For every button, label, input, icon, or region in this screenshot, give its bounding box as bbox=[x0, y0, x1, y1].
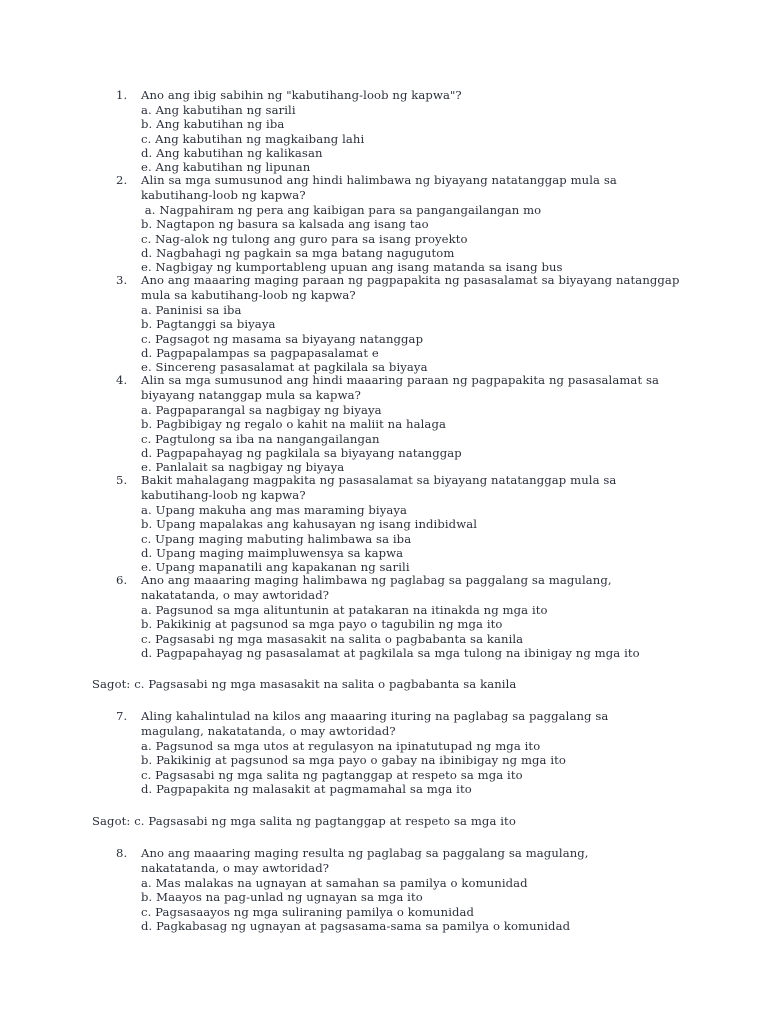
question-number: 6. bbox=[116, 573, 128, 587]
question-text: Ano ang maaaring maging resulta ng paglabag sa paggalang sa magulang, nakatatanda, o may awtoridad? bbox=[141, 846, 589, 875]
option-d: d. Upang maging maimpluwensya sa kapwa bbox=[141, 545, 404, 560]
option-a: a. Ang kabutihan ng sarili bbox=[141, 103, 296, 117]
option-c: c. Pagsagot ng masama sa biyayang natanggap bbox=[141, 331, 424, 346]
question-number: 7. bbox=[116, 709, 128, 723]
question-3 bbox=[0, 273, 768, 374]
option-e: e. Sincereng pasasalamat at pagkilala sa biyaya bbox=[141, 360, 428, 375]
question-8 bbox=[0, 846, 768, 933]
question-5 bbox=[0, 473, 768, 574]
question-text: Aling kahalintulad na kilos ang maaaring ituring na paglabag sa paggalang sa magulang, nakatatanda, o may awtoridad? bbox=[141, 709, 609, 738]
option-b: b. Pagtanggi sa biyaya bbox=[141, 317, 276, 332]
option-e: e. Upang mapanatili ang kapakanan ng sarili bbox=[141, 560, 410, 575]
option-b: b. Pakikinig at pagsunod sa mga payo o tagubilin ng mga ito bbox=[141, 617, 503, 632]
question-number: 2. bbox=[116, 173, 128, 187]
option-b: b. Pagbibigay ng regalo o kahit na maliit na halaga bbox=[141, 417, 446, 432]
option-d: d. Pagkabasag ng ugnayan at pagsasama-sama sa pamilya o komunidad bbox=[141, 918, 571, 933]
question-number: 3. bbox=[116, 273, 128, 287]
option-b: b. Pakikinig at pagsunod sa mga payo o gabay na ibinibigay ng mga ito bbox=[141, 753, 566, 768]
option-a: a. Paninisi sa iba bbox=[141, 303, 242, 317]
option-c: c. Pagsasabi ng mga masasakit na salita o pagbabanta sa kanila bbox=[141, 631, 524, 646]
options-list bbox=[141, 203, 681, 274]
option-a: a. Mas malakas na ugnayan at samahan sa pamilya o komunidad bbox=[141, 876, 528, 890]
option-d: d. Nagbahagi ng pagkain sa mga batang nagugutom bbox=[141, 245, 455, 260]
option-d: d. Pagpapahayag ng pagkilala sa biyayang natanggap bbox=[141, 445, 462, 460]
option-c: c. Upang maging mabuting halimbawa sa iba bbox=[141, 531, 412, 546]
option-d: d. Pagpapakita ng malasakit at pagmamahal sa mga ito bbox=[141, 781, 472, 796]
question-text: Alin sa mga sumusunod ang hindi maaaring paraan ng pagpapakita ng pasasalamat sa biyayang natanggap mula sa kapwa? bbox=[141, 373, 660, 402]
option-a: a. Pagsunod sa mga utos at regulasyon na ipinatutupad ng mga ito bbox=[141, 739, 541, 753]
question-4 bbox=[0, 373, 768, 474]
question-2 bbox=[0, 173, 768, 274]
question-number: 5. bbox=[116, 473, 128, 487]
option-c: c. Pagtulong sa iba na nangangailangan bbox=[141, 431, 380, 446]
options-list bbox=[141, 403, 681, 474]
question-text: Alin sa mga sumusunod ang hindi halimbawa ng biyayang natatanggap mula sa kabutihang-loob ng kapwa? bbox=[141, 173, 617, 202]
option-a: a. Nagpahiram ng pera ang kaibigan para sa pangangailangan mo bbox=[141, 203, 542, 217]
question-number: 4. bbox=[116, 373, 128, 387]
option-c: c. Pagsasaayos ng mga suliraning pamilya o komunidad bbox=[141, 904, 475, 919]
question-number: 8. bbox=[116, 846, 128, 860]
option-e: e. Ang kabutihan ng lipunan bbox=[141, 160, 311, 175]
options-list bbox=[141, 739, 681, 796]
option-c: c. Pagsasabi ng mga salita ng pagtanggap at respeto sa mga ito bbox=[141, 767, 523, 782]
options-list bbox=[141, 103, 681, 174]
option-a: a. Pagsunod sa mga alituntunin at patakaran na itinakda ng mga ito bbox=[141, 603, 548, 617]
option-e: e. Nagbigay ng kumportableng upuan ang isang matanda sa isang bus bbox=[141, 260, 563, 275]
option-a: a. Upang makuha ang mas maraming biyaya bbox=[141, 503, 408, 517]
option-b: b. Nagtapon ng basura sa kalsada ang isang tao bbox=[141, 217, 429, 232]
question-1 bbox=[0, 88, 768, 174]
option-d: d. Pagpapalampas sa pagpapasalamat e bbox=[141, 345, 379, 360]
options-list bbox=[141, 303, 681, 374]
options-list bbox=[141, 503, 681, 574]
option-d: d. Ang kabutihan ng kalikasan bbox=[141, 145, 323, 160]
question-text: Ano ang ibig sabihin ng "kabutihang-loob ng kapwa"? bbox=[141, 88, 462, 102]
option-e: e. Panlalait sa nagbigay ng biyaya bbox=[141, 460, 345, 475]
option-b: b. Ang kabutihan ng iba bbox=[141, 117, 285, 132]
option-a: a. Pagpaparangal sa nagbigay ng biyaya bbox=[141, 403, 382, 417]
question-text: Ano ang maaaring maging paraan ng pagpapakita ng pasasalamat sa biyayang natanggap mula sa kabutihang-loob ng kapwa? bbox=[141, 273, 680, 302]
option-c: c. Ang kabutihan ng magkaibang lahi bbox=[141, 131, 365, 146]
question-text: Ano ang maaaring maging halimbawa ng paglabag sa paggalang sa magulang, nakatatanda, o may awtoridad? bbox=[141, 573, 612, 602]
question-7 bbox=[0, 709, 768, 796]
question-number: 1. bbox=[116, 88, 128, 102]
options-list bbox=[141, 876, 681, 933]
option-b: b. Upang mapalakas ang kahusayan ng isang indibidwal bbox=[141, 517, 478, 532]
option-b: b. Maayos na pag-unlad ng ugnayan sa mga ito bbox=[141, 890, 423, 905]
options-list bbox=[141, 603, 741, 660]
answer-7: Sagot: c. Pagsasabi ng mga salita ng pagtanggap at respeto sa mga ito bbox=[92, 814, 516, 828]
option-c: c. Nag-alok ng tulong ang guro para sa isang proyekto bbox=[141, 231, 468, 246]
question-6 bbox=[0, 573, 768, 660]
option-d: d. Pagpapahayag ng pasasalamat at pagkilala sa mga tulong na ibinigay ng mga ito bbox=[141, 645, 640, 660]
question-text: Bakit mahalagang magpakita ng pasasalamat sa biyayang natatanggap mula sa kabutihang-loob ng kapwa? bbox=[141, 473, 617, 502]
answer-6: Sagot: c. Pagsasabi ng mga masasakit na salita o pagbabanta sa kanila bbox=[92, 677, 517, 691]
